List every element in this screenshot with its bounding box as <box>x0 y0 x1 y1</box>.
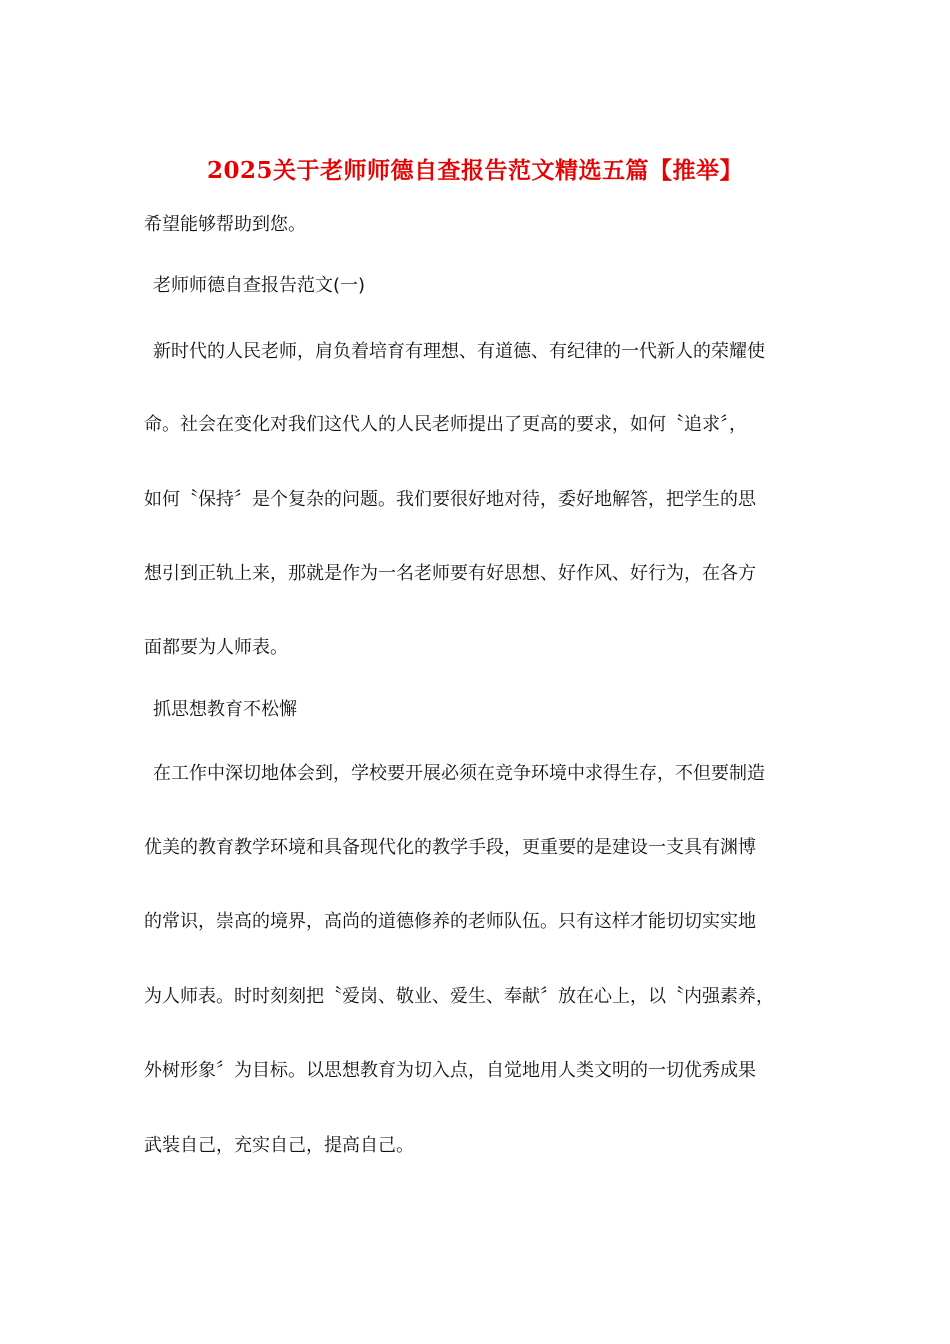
paragraph-line: 想引到正轨上来，那就是作为一名老师要有好思想、好作风、好行为，在各方 <box>144 563 756 584</box>
document-title: 2025关于老师师德自查报告范文精选五篇【推举】 <box>206 157 743 184</box>
paragraph-line: 新时代的人民老师，肩负着培育有理想、有道德、有纪律的一代新人的荣耀使 <box>153 341 765 362</box>
subheading: 抓思想教育不松懈 <box>153 699 297 720</box>
paragraph-line: 在工作中深切地体会到，学校要开展必须在竞争环境中求得生存，不但要制造 <box>153 763 765 784</box>
paragraph-line: 如何〝保持〞是个复杂的问题。我们要很好地对待，委好地解答，把学生的思 <box>144 489 756 510</box>
paragraph-line: 为人师表。时时刻刻把〝爱岗、敬业、爱生、奉献〞放在心上，以〝内强素养， <box>144 986 774 1007</box>
paragraph-line: 优美的教育教学环境和具备现代化的教学手段，更重要的是建设一支具有渊博 <box>144 837 756 858</box>
paragraph-line: 的常识，崇高的境界，高尚的道德修养的老师队伍。只有这样才能切切实实地 <box>144 911 756 932</box>
paragraph-line: 外树形象〞为目标。以思想教育为切入点，自觉地用人类文明的一切优秀成果 <box>144 1060 756 1081</box>
paragraph-line: 武装自己，充实自己，提高自己。 <box>144 1135 414 1156</box>
paragraph-line: 命。社会在变化对我们这代人的人民老师提出了更高的要求，如何〝追求〞， <box>144 414 747 435</box>
intro-text: 希望能够帮助到您。 <box>144 214 306 235</box>
paragraph-line: 面都要为人师表。 <box>144 637 288 658</box>
section-heading: 老师师德自查报告范文(一) <box>153 275 366 296</box>
